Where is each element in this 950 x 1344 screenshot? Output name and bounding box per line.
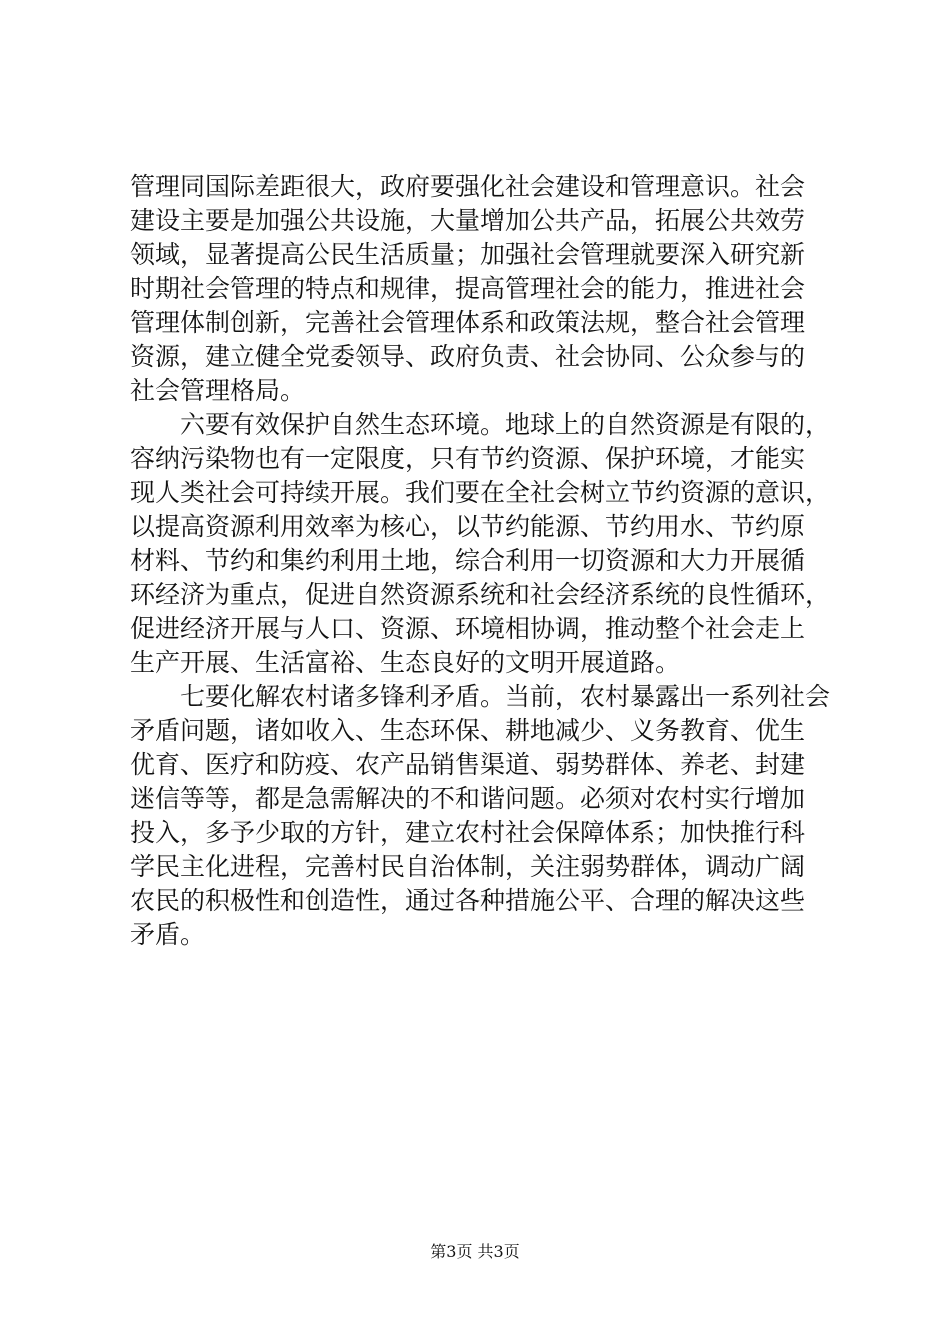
text-line: 六要有效保护自然生态环境。地球上的自然资源是有限的， bbox=[130, 410, 831, 439]
text-line: 迷信等等，都是急需解决的不和谐问题。必须对农村实行增加 bbox=[130, 784, 806, 813]
body-text bbox=[130, 170, 830, 952]
text-line: 以提高资源利用效率为核心，以节约能源、节约用水、节约原 bbox=[130, 512, 806, 541]
text-line: 矛盾问题，诸如收入、生态环保、耕地减少、义务教育、优生 bbox=[130, 716, 806, 745]
text-line: 建设主要是加强公共设施，大量增加公共产品，拓展公共效劳 bbox=[130, 206, 806, 235]
text-line: 矛盾。 bbox=[130, 920, 206, 949]
page-number-footer: 第3页 共3页 bbox=[430, 1242, 520, 1261]
text-line: 农民的积极性和创造性，通过各种措施公平、合理的解决这些 bbox=[130, 886, 806, 915]
text-line: 管理体制创新，完善社会管理体系和政策法规，整合社会管理 bbox=[130, 308, 806, 337]
text-line: 管理同国际差距很大，政府要强化社会建设和管理意识。社会 bbox=[130, 172, 806, 201]
text-line: 领域，显著提高公民生活质量；加强社会管理就要深入研究新 bbox=[130, 240, 806, 269]
text-line: 环经济为重点，促进自然资源系统和社会经济系统的良性循环， bbox=[130, 580, 831, 609]
text-line: 现人类社会可持续开展。我们要在全社会树立节约资源的意识， bbox=[130, 478, 831, 507]
text-line: 社会管理格局。 bbox=[130, 376, 306, 405]
text-line: 七要化解农村诸多锋利矛盾。当前，农村暴露出一系列社会 bbox=[130, 682, 831, 711]
text-line: 促进经济开展与人口、资源、环境相协调，推动整个社会走上 bbox=[130, 614, 806, 643]
text-line: 生产开展、生活富裕、生态良好的文明开展道路。 bbox=[130, 648, 681, 677]
text-line: 时期社会管理的特点和规律，提高管理社会的能力，推进社会 bbox=[130, 274, 806, 303]
text-line: 优育、医疗和防疫、农产品销售渠道、弱势群体、养老、封建 bbox=[130, 750, 806, 779]
text-line: 容纳污染物也有一定限度，只有节约资源、保护环境，才能实 bbox=[130, 444, 806, 473]
text-line: 材料、节约和集约利用土地，综合利用一切资源和大力开展循 bbox=[130, 546, 806, 575]
text-line: 投入，多予少取的方针，建立农村社会保障体系；加快推行科 bbox=[130, 818, 806, 847]
text-line: 资源，建立健全党委领导、政府负责、社会协同、公众参与的 bbox=[130, 342, 806, 371]
text-line: 学民主化进程，完善村民自治体制，关注弱势群体，调动广阔 bbox=[130, 852, 806, 881]
